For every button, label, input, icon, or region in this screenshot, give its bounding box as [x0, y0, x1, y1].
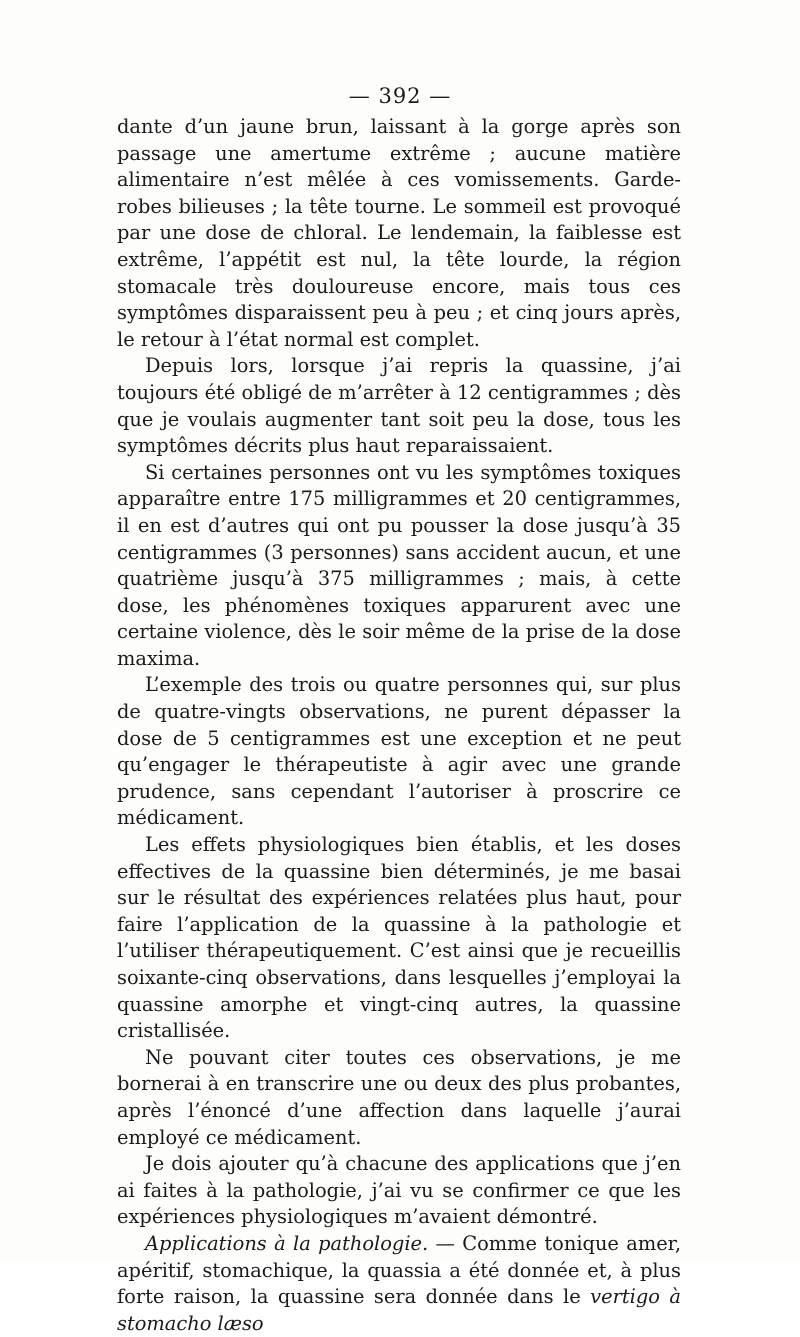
paragraph-6: Ne pouvant citer toutes ces observations, je me bornerai à en transcrire une ou deux des plus probantes, après l’énoncé d’une affection dans laquelle j’aurai employé ce médicament. — [117, 1045, 681, 1149]
paragraph-8-body: — Comme tonique amer, apéritif, stomachique, la quassia a été donnée et, à plus forte raison, la quassine sera donnée dans le — [117, 1231, 681, 1309]
section-heading-applications: Applications à la pathologie. — [145, 1231, 429, 1255]
paragraph-1: dante d’un jaune brun, laissant à la gorge après son passage une amertume extrême ; aucune matière alimentaire n’est mêlée à ces vomissements. Garde-robes bilieuses ; la tête tourne. Le sommeil est provoqué par une dose de chloral. Le lendemain, la faiblesse est extrême, l’appétit est nul, la tête lourde, la région stomacale très douloureuse encore, mais tous ces symptômes disparaissent peu à peu ; et cinq jours après, le retour à l’état normal est complet. — [117, 115, 681, 351]
paragraph-3: Si certaines personnes ont vu les symptômes toxiques apparaître entre 175 milligrammes et 20 centigrammes, il en est d’autres qui ont pu pousser la dose jusqu’à 35 centigrammes (3 personnes) sans accident aucun, et une quatrième jusqu’à 375 milligrammes ; mais, à cette dose, les phénomènes toxiques apparurent avec une certaine violence, dès le soir même de la prise de la dose maxima. — [117, 460, 681, 670]
paragraph-7: Je dois ajouter qu’à chacune des applications que j’en ai faites à la pathologie, j’ai vu se confirmer ce que les expériences physiologiques m’avaient démontré. — [117, 1152, 681, 1229]
paragraph-5: Les effets physiologiques bien établis, et les doses effectives de la quassine bien déterminés, je me basai sur le résultat des expériences relatées plus haut, pour faire l’application de la quassine à la pathologie et l’utiliser thérapeutiquement. C’est ainsi que je recueillis soixante-cinq observations, dans lesquelles j’employai la quassine amorphe et vingt-cinq autres, la quassine cristallisée. — [117, 833, 681, 1043]
paragraph-4: L’exemple des trois ou quatre personnes qui, sur plus de quatre-vingts observations, ne purent dépasser la dose de 5 centigrammes est une exception et ne peut qu’engager le thérapeutiste à agir avec une grande prudence, sans cependant l’autoriser à proscrire ce médicament. — [117, 673, 681, 830]
paragraph-8 — [117, 1231, 681, 1337]
paragraph-2: Depuis lors, lorsque j’ai repris la quassine, j’ai toujours été obligé de m’arrêter à 12 centigrammes ; dès que je voulais augmenter tant soit peu la dose, tous les symptômes décrits plus haut reparaissaient. — [117, 354, 681, 458]
latin-phrase: vertigo à stomacho læso — [117, 1285, 681, 1335]
page-number: — 392 — — [348, 84, 452, 108]
page-body-text — [117, 114, 681, 1337]
